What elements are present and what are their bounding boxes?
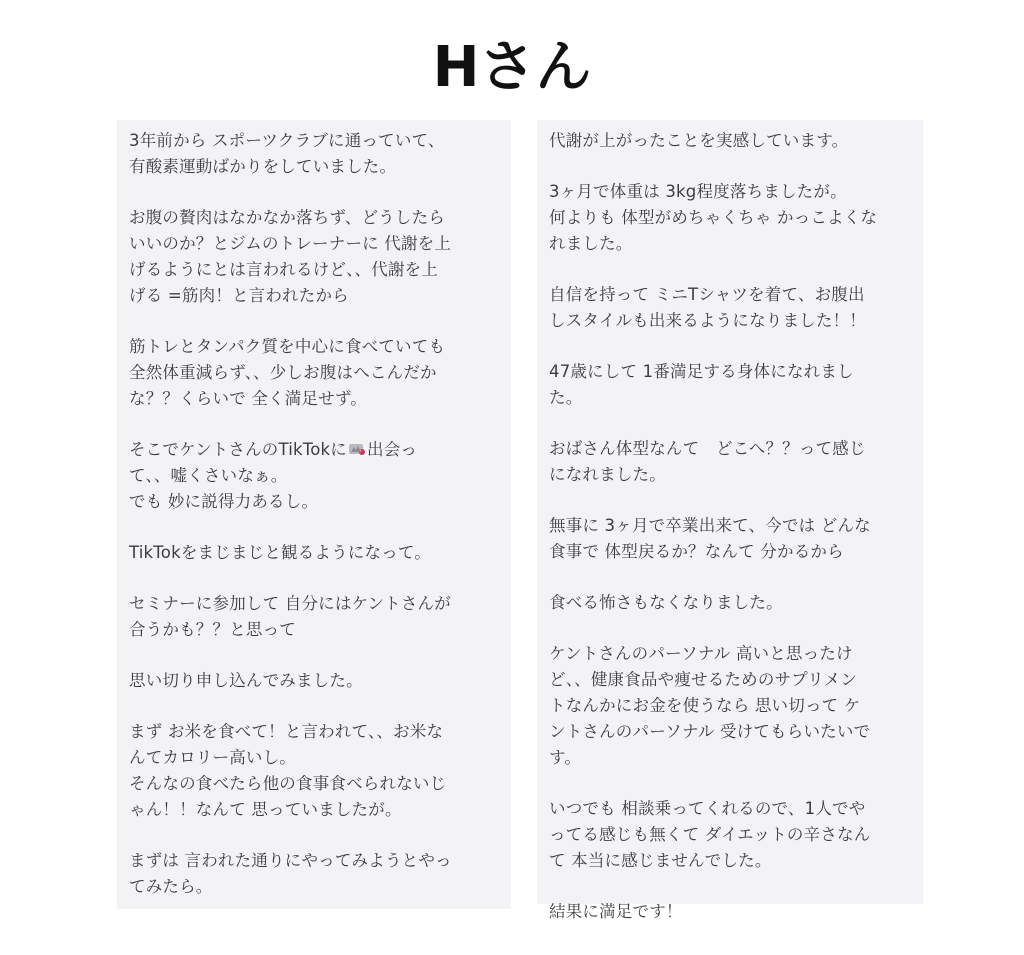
paragraph [549, 282, 913, 334]
paragraph [129, 205, 501, 309]
text-line: な？？くらいで 全く満足せず。 [129, 389, 367, 408]
text-line: 無事に 3ヶ月で卒業出来て、今では どんな [549, 516, 871, 535]
text-line: た。 [549, 388, 583, 407]
text-line: 自信を持って ミニTシャツを着て、お腹出 [549, 285, 865, 304]
paragraph [549, 641, 913, 771]
text-line: セミナーに参加して 自分にはケントさんが [129, 594, 451, 613]
text-line: す。 [549, 748, 582, 767]
text-line: そんなの食べたら他の食事食べられないじ [129, 774, 447, 793]
text-line: 有酸素運動ばかりをしていました。 [129, 157, 397, 176]
text-line: げる =筋肉！と言われたから [129, 286, 349, 305]
message-panel-right [537, 120, 923, 921]
text-line: いつでも 相談乗ってくれるので、1人でや [549, 799, 866, 818]
text-line [129, 437, 501, 463]
text-line: 3ヶ月で体重は 3kg程度落ちましたが。 [549, 182, 847, 201]
text-line: でも 妙に説得力あるし。 [129, 492, 319, 511]
text-line: 3年前から スポーツクラブに通っていて、 [129, 131, 445, 150]
message-panel-left [117, 120, 511, 909]
text-segment: 出会っ [367, 440, 418, 459]
text-line: 代謝が上がったことを実感しています。 [549, 131, 849, 150]
text-line: げるようにとは言われるけど、、代謝を上 [129, 260, 439, 279]
text-line: て 本当に感じませんでした。 [549, 851, 772, 870]
paragraph [549, 590, 913, 616]
text-line: TikTokをまじまじと観るようになって。 [129, 543, 432, 562]
text-line: トなんかに︎お金を使うなら 思い切って ケ [549, 696, 861, 715]
paragraph [129, 591, 501, 643]
paragraph [549, 513, 913, 565]
text-line: ケントさんのパーソナル 高いと思ったけ [549, 644, 853, 663]
text-line: れました。 [549, 234, 633, 253]
text-line: 何よりも 体型がめちゃくちゃ かっこよくな [549, 208, 878, 227]
text-line: んてカロリー高いし。 [129, 748, 296, 767]
paragraph [129, 128, 501, 180]
text-line: 食べる怖さもなくなりました。 [549, 593, 783, 612]
text-line: ゃん！！なんて 思っていましたが。 [129, 800, 402, 819]
text-line: 筋トレとタンパク質を中心に食べていても [129, 337, 446, 356]
paragraph [549, 179, 913, 257]
text-line: 47歳にして 1番満足する身体になれまし [549, 362, 854, 381]
paragraph [129, 719, 501, 823]
page-title: Hさん [432, 35, 592, 100]
paragraph [549, 359, 913, 411]
paragraph [129, 540, 501, 566]
text-line: ントさんのパーソナル 受けてもらいたいで [549, 722, 871, 741]
text-line: いいのか？とジムのトレーナーに 代謝を上 [129, 234, 452, 253]
paragraph [129, 437, 501, 515]
text-line: おばさん体型なんて どこへ？？って感じ [549, 439, 866, 458]
text-segment: そこでケントさんのTikTokに [129, 440, 348, 459]
text-line: 思い切り申し込んでみました。 [129, 671, 363, 690]
text-line: て、、嘘くさいなぁ。 [129, 466, 288, 485]
text-line: てみたら。 [129, 877, 213, 896]
text-line: 結果に満足です！ [549, 902, 683, 921]
paragraph [549, 796, 913, 874]
paragraph [549, 436, 913, 488]
text-line: 合うかも？？と思って [129, 620, 296, 639]
text-line: まずは 言われた通りにやってみようとやっ [129, 851, 452, 870]
paragraph [129, 334, 501, 412]
text-line: お腹の贅肉はなかなか落ちず、どうしたら [129, 208, 445, 227]
text-line: 食事で 体型戻るか？なんて 分かるから [549, 542, 844, 561]
text-line: まず お米を食べて！と言われて、、お米な [129, 722, 444, 741]
text-line: ってる感じも無くて ダイエットの辛さなん [549, 825, 871, 844]
paragraph [129, 668, 501, 694]
paragraph [129, 848, 501, 900]
text-line: になれました。 [549, 465, 666, 484]
text-line: しスタイルも出来るようになりました！！ [549, 311, 866, 330]
text-line: 全然体重減らず、、少しお腹はへこんだか [129, 363, 437, 382]
paragraph [549, 128, 913, 154]
sparkle-emoji-icon [348, 442, 366, 456]
paragraph [549, 899, 913, 925]
text-line: ど、、健康食品や痩せるためのサプリメン [549, 670, 858, 689]
